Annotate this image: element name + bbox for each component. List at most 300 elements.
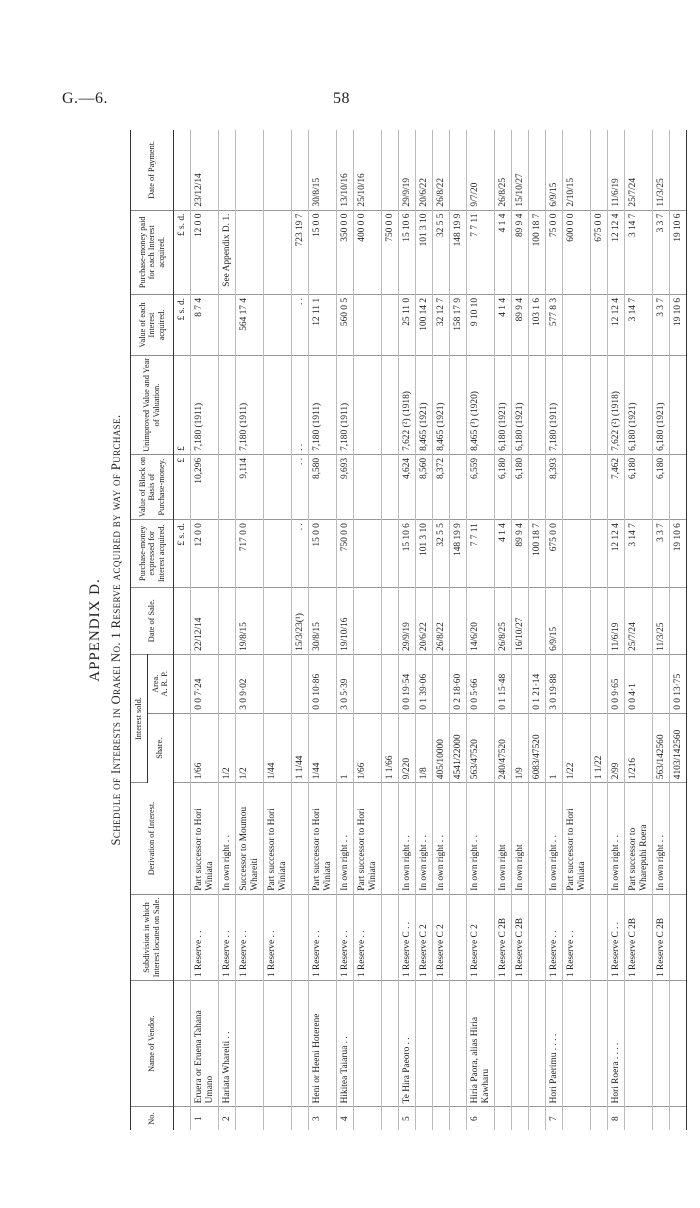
vendor-name-cell xyxy=(381,981,398,1107)
purchase-money-paid-cell: 3 14 7 xyxy=(624,210,652,294)
row-number-cell xyxy=(235,1107,263,1130)
unimproved-value-cell: 7,180 (1911) xyxy=(190,356,218,455)
date-of-payment-cell: 9/7/20 xyxy=(466,130,494,210)
area-cell: 0 1 39·06 xyxy=(415,654,432,713)
value-each-interest-cell: 12 11 1 xyxy=(308,294,336,355)
date-of-sale-cell xyxy=(381,587,398,654)
date-of-sale-cell: 19/10/16 xyxy=(336,587,353,654)
vendor-name-cell xyxy=(449,981,466,1107)
table-row xyxy=(218,130,235,1130)
value-of-block-cell: 4,624 xyxy=(398,454,415,519)
share-cell: 1/44 xyxy=(263,713,291,782)
unimproved-value-cell: 8,465 (1921) xyxy=(432,356,449,455)
date-of-sale-cell: 29/9/19 xyxy=(398,587,415,654)
row-number-cell xyxy=(528,1107,545,1130)
row-number-cell: 2 xyxy=(218,1107,235,1130)
col-header-vendor: Name of Vendor. xyxy=(131,981,174,1107)
value-each-interest-cell: 89 9 4 xyxy=(511,294,528,355)
purchase-money-expressed-cell xyxy=(562,520,590,587)
value-of-block-cell xyxy=(528,454,545,519)
unimproved-value-cell: 7,180 (1911) xyxy=(545,356,562,455)
unimproved-value-cell: 8,465 (1921) xyxy=(415,356,432,455)
date-of-payment-cell xyxy=(449,130,466,210)
derivation-cell xyxy=(528,783,545,895)
table-row xyxy=(624,130,652,1130)
date-of-payment-cell xyxy=(235,130,263,210)
derivation-cell: Part successor to Hori Winiata xyxy=(190,783,218,895)
purchase-money-paid-cell: 15 10 6 xyxy=(398,210,415,294)
date-of-sale-cell xyxy=(218,587,235,654)
value-each-interest-cell: £ s. d. xyxy=(173,294,190,355)
share-cell: 1/2 xyxy=(218,713,235,782)
area-cell: 0 0 7·24 xyxy=(190,654,218,713)
purchase-money-paid-cell: 89 9 4 xyxy=(511,210,528,294)
value-of-block-cell xyxy=(562,454,590,519)
value-of-block-cell xyxy=(669,454,686,519)
unimproved-value-cell: 7,180 (1911) xyxy=(235,356,263,455)
derivation-cell: Part successor to Wharepuhi Roera xyxy=(624,783,652,895)
purchase-money-paid-cell: See Appendix D. 1. xyxy=(218,210,235,294)
purchase-money-paid-cell: 19 10 6 xyxy=(669,210,686,294)
area-header-label: Area. xyxy=(150,674,160,693)
share-cell: 1/66 xyxy=(190,713,218,782)
derivation-cell xyxy=(669,783,686,895)
row-number-cell: 3 xyxy=(308,1107,336,1130)
date-of-sale-cell: 25/7/24 xyxy=(624,587,652,654)
purchase-money-paid-cell: 101 3 10 xyxy=(415,210,432,294)
date-of-sale-cell xyxy=(449,587,466,654)
share-cell: 6083/47520 xyxy=(528,713,545,782)
vendor-name-cell xyxy=(590,981,607,1107)
derivation-cell: Part successor to Hori Winiata xyxy=(562,783,590,895)
value-each-interest-cell: 32 12 7 xyxy=(432,294,449,355)
vendor-name-cell: Eruera or Eruena Tahana Umano xyxy=(190,981,218,1107)
table-row xyxy=(263,130,291,1130)
row-number-cell xyxy=(449,1107,466,1130)
value-each-interest-cell: 8 7 4 xyxy=(190,294,218,355)
derivation-cell: In own right . . xyxy=(607,783,624,895)
area-cell xyxy=(590,654,607,713)
date-of-sale-cell: 26/8/22 xyxy=(432,587,449,654)
value-each-interest-cell xyxy=(353,294,381,355)
value-each-interest-cell xyxy=(218,294,235,355)
purchase-money-paid-cell: £ s. d. xyxy=(173,210,190,294)
table-row xyxy=(336,130,353,1130)
area-cell: 3 0 9·02 xyxy=(235,654,263,713)
derivation-cell: Successor to Moumou Whareiti xyxy=(235,783,263,895)
purchase-money-expressed-cell: . . xyxy=(291,520,308,587)
area-cell: 0 0 10·86 xyxy=(308,654,336,713)
value-of-block-cell: 6,180 xyxy=(494,454,511,519)
col-header-no: No. xyxy=(131,1107,174,1130)
area-cell: 0 1 21·14 xyxy=(528,654,545,713)
share-cell: 1 1/44 xyxy=(291,713,308,782)
row-number-cell xyxy=(624,1107,652,1130)
derivation-cell: In own right . . xyxy=(415,783,432,895)
date-of-sale-cell xyxy=(669,587,686,654)
purchase-money-expressed-cell: 12 12 4 xyxy=(607,520,624,587)
area-cell xyxy=(263,654,291,713)
share-cell: 2/99 xyxy=(607,713,624,782)
area-cell xyxy=(432,654,449,713)
row-number-cell xyxy=(353,1107,381,1130)
vendor-name-cell xyxy=(669,981,686,1107)
date-of-sale-cell xyxy=(590,587,607,654)
area-cell: 0 0 13·75 xyxy=(669,654,686,713)
area-cell xyxy=(173,654,190,713)
value-each-interest-cell: 3 3 7 xyxy=(652,294,669,355)
purchase-money-paid-cell: 400 0 0 xyxy=(353,210,381,294)
subdivision-cell: 1 Reserve C 2B xyxy=(652,894,669,980)
value-of-block-cell: 10,296 xyxy=(190,454,218,519)
table-row xyxy=(381,130,398,1130)
value-of-block-cell: 7,462 xyxy=(607,454,624,519)
subdivision-cell xyxy=(449,894,466,980)
vendor-name-cell: Hori Paerimu . . . . xyxy=(545,981,562,1107)
subdivision-cell: 1 Reserve C 2B xyxy=(494,894,511,980)
area-cell xyxy=(381,654,398,713)
share-cell: 1 xyxy=(545,713,562,782)
area-cell xyxy=(353,654,381,713)
derivation-cell xyxy=(173,783,190,895)
schedule-body xyxy=(173,130,686,1130)
vendor-name-cell xyxy=(235,981,263,1107)
date-of-sale-cell xyxy=(173,587,190,654)
row-number-cell xyxy=(415,1107,432,1130)
vendor-name-cell xyxy=(173,981,190,1107)
date-of-sale-cell xyxy=(562,587,590,654)
area-cell: 0 2 18·60 xyxy=(449,654,466,713)
row-number-cell: 8 xyxy=(607,1107,624,1130)
row-number-cell xyxy=(511,1107,528,1130)
row-number-cell: 1 xyxy=(190,1107,218,1130)
purchase-money-expressed-cell: 7 7 11 xyxy=(466,520,494,587)
vendor-name-cell: Te Hira Paeoro . . xyxy=(398,981,415,1107)
share-cell: 1/9 xyxy=(511,713,528,782)
derivation-cell: Part successor to Hori Winiata xyxy=(263,783,291,895)
page-code: G.—6. xyxy=(62,90,109,107)
row-number-cell xyxy=(432,1107,449,1130)
date-of-sale-cell: 20/6/22 xyxy=(415,587,432,654)
col-header-date-of-payment: Date of Payment. xyxy=(131,130,174,210)
unimproved-value-cell: 6,180 (1921) xyxy=(494,356,511,455)
area-cell xyxy=(562,654,590,713)
date-of-sale-cell xyxy=(528,587,545,654)
value-of-block-cell xyxy=(218,454,235,519)
derivation-cell: In own right . . xyxy=(466,783,494,895)
date-of-payment-cell xyxy=(173,130,190,210)
vendor-name-cell: Heni or Heeni Hoterene xyxy=(308,981,336,1107)
area-cell: 3 0 5·39 xyxy=(336,654,353,713)
vendor-name-cell xyxy=(494,981,511,1107)
area-cell: 0 0 4·1 xyxy=(624,654,652,713)
vendor-name-cell: Hori Roera . . . . xyxy=(607,981,624,1107)
purchase-money-paid-cell: 32 5 5 xyxy=(432,210,449,294)
row-number-cell xyxy=(562,1107,590,1130)
table-row xyxy=(190,130,218,1130)
purchase-money-expressed-cell xyxy=(353,520,381,587)
unimproved-value-cell: £ xyxy=(173,356,190,455)
table-row xyxy=(235,130,263,1130)
derivation-cell xyxy=(449,783,466,895)
unimproved-value-cell xyxy=(381,356,398,455)
row-number-cell xyxy=(291,1107,308,1130)
subdivision-cell xyxy=(173,894,190,980)
unimproved-value-cell xyxy=(669,356,686,455)
area-cell: 3 0 19·88 xyxy=(545,654,562,713)
area-cell xyxy=(218,654,235,713)
area-cell xyxy=(291,654,308,713)
subdivision-cell: 1 Reserve . . xyxy=(562,894,590,980)
derivation-cell: In own right . . xyxy=(336,783,353,895)
date-of-sale-cell: 14/6/20 xyxy=(466,587,494,654)
area-cell: 0 0 9·65 xyxy=(607,654,624,713)
table-row xyxy=(652,130,669,1130)
col-header-value-of-block: Value of Block on Basis of Purchase-money. xyxy=(131,454,174,519)
vendor-name-cell xyxy=(511,981,528,1107)
value-of-block-cell xyxy=(353,454,381,519)
date-of-payment-cell: 13/10/16 xyxy=(336,130,353,210)
date-of-sale-cell xyxy=(353,587,381,654)
vendor-name-cell xyxy=(263,981,291,1107)
value-of-block-cell: 8,560 xyxy=(415,454,432,519)
subdivision-cell: 1 Reserve C 2 xyxy=(466,894,494,980)
unimproved-value-cell xyxy=(353,356,381,455)
schedule-table xyxy=(130,130,687,1130)
value-each-interest-cell xyxy=(381,294,398,355)
subdivision-cell xyxy=(291,894,308,980)
unimproved-value-cell: . . xyxy=(291,356,308,455)
unimproved-value-cell: 7,622 (²) (1918) xyxy=(607,356,624,455)
date-of-sale-cell: 16/10/27 xyxy=(511,587,528,654)
subdivision-cell: 1 Reserve . . xyxy=(190,894,218,980)
value-each-interest-cell: 3 14 7 xyxy=(624,294,652,355)
date-of-payment-cell: 20/6/22 xyxy=(415,130,432,210)
value-each-interest-cell: 103 1 6 xyxy=(528,294,545,355)
appendix-title: APPENDIX D. xyxy=(87,578,103,682)
share-cell: 1/22 xyxy=(562,713,590,782)
value-of-block-cell: £ xyxy=(173,454,190,519)
col-header-area xyxy=(147,654,173,713)
subdivision-cell: 1 Reserve . . xyxy=(218,894,235,980)
table-row xyxy=(562,130,590,1130)
subdivision-cell: 1 Reserve . . xyxy=(263,894,291,980)
purchase-money-expressed-cell: 717 0 0 xyxy=(235,520,263,587)
subdivision-cell: 1 Reserve . . xyxy=(353,894,381,980)
vendor-name-cell: Hikitea Taiarua . . xyxy=(336,981,353,1107)
vendor-name-cell xyxy=(291,981,308,1107)
row-number-cell xyxy=(652,1107,669,1130)
value-of-block-cell: 8,393 xyxy=(545,454,562,519)
date-of-payment-cell: 29/9/19 xyxy=(398,130,415,210)
share-cell: 405/10000 xyxy=(432,713,449,782)
subdivision-cell: 1 Reserve . . xyxy=(545,894,562,980)
date-of-payment-cell: 25/10/16 xyxy=(353,130,381,210)
purchase-money-expressed-cell: 4 1 4 xyxy=(494,520,511,587)
value-of-block-cell xyxy=(449,454,466,519)
vendor-name-cell: Hiria Paora, alias Hiria Kawharu xyxy=(466,981,494,1107)
purchase-money-paid-cell: 12 12 4 xyxy=(607,210,624,294)
table-row xyxy=(466,130,494,1130)
value-of-block-cell xyxy=(263,454,291,519)
table-row xyxy=(511,130,528,1130)
subdivision-cell xyxy=(528,894,545,980)
derivation-cell: In own right . . xyxy=(652,783,669,895)
share-cell xyxy=(173,713,190,782)
unimproved-value-cell: 6,180 (1921) xyxy=(652,356,669,455)
purchase-money-expressed-cell: 15 0 0 xyxy=(308,520,336,587)
table-row xyxy=(308,130,336,1130)
value-of-block-cell xyxy=(590,454,607,519)
subdivision-cell xyxy=(590,894,607,980)
purchase-money-paid-cell: 3 3 7 xyxy=(652,210,669,294)
value-of-block-cell xyxy=(381,454,398,519)
purchase-money-paid-cell: 7 7 11 xyxy=(466,210,494,294)
date-of-payment-cell: 26/8/25 xyxy=(494,130,511,210)
value-of-block-cell: 9,114 xyxy=(235,454,263,519)
share-cell: 1/2 xyxy=(235,713,263,782)
row-number-cell: 7 xyxy=(545,1107,562,1130)
subdivision-cell xyxy=(669,894,686,980)
value-each-interest-cell: 25 11 0 xyxy=(398,294,415,355)
derivation-cell xyxy=(291,783,308,895)
row-number-cell: 5 xyxy=(398,1107,415,1130)
unimproved-value-cell xyxy=(218,356,235,455)
purchase-money-paid-cell: 148 19 9 xyxy=(449,210,466,294)
purchase-money-expressed-cell: 101 3 10 xyxy=(415,520,432,587)
share-cell: 1/44 xyxy=(308,713,336,782)
table-row xyxy=(669,130,686,1130)
row-number-cell xyxy=(590,1107,607,1130)
date-of-payment-cell: 15/10/27 xyxy=(511,130,528,210)
share-cell: 563/142560 xyxy=(652,713,669,782)
unimproved-value-cell: 8,465 (³) (1920) xyxy=(466,356,494,455)
subdivision-cell xyxy=(381,894,398,980)
row-number-cell xyxy=(494,1107,511,1130)
purchase-money-expressed-cell: £ s. d. xyxy=(173,520,190,587)
derivation-cell: Part successor to Hori Winiata xyxy=(308,783,336,895)
share-cell: 4541/22000 xyxy=(449,713,466,782)
date-of-payment-cell: 30/8/15 xyxy=(308,130,336,210)
value-each-interest-cell: 577 8 3 xyxy=(545,294,562,355)
table-row xyxy=(173,130,190,1130)
value-of-block-cell: 6,559 xyxy=(466,454,494,519)
derivation-cell: In own right . . xyxy=(218,783,235,895)
share-cell: 563/47520 xyxy=(466,713,494,782)
unimproved-value-cell: 7,622 (²) (1918) xyxy=(398,356,415,455)
row-number-cell xyxy=(381,1107,398,1130)
purchase-money-paid-cell: 4 1 4 xyxy=(494,210,511,294)
subdivision-cell: 1 Reserve C . . xyxy=(398,894,415,980)
purchase-money-expressed-cell: 15 10 6 xyxy=(398,520,415,587)
value-each-interest-cell xyxy=(562,294,590,355)
purchase-money-paid-cell: 75 0 0 xyxy=(545,210,562,294)
area-cell xyxy=(652,654,669,713)
share-cell: 1/216 xyxy=(624,713,652,782)
share-cell: 240/47520 xyxy=(494,713,511,782)
table-row xyxy=(398,130,415,1130)
unimproved-value-cell xyxy=(449,356,466,455)
purchase-money-expressed-cell xyxy=(381,520,398,587)
unimproved-value-cell: 6,180 (1921) xyxy=(624,356,652,455)
date-of-payment-cell xyxy=(528,130,545,210)
value-each-interest-cell: 564 17 4 xyxy=(235,294,263,355)
purchase-money-expressed-cell: 750 0 0 xyxy=(336,520,353,587)
area-units-label: A. R. P. xyxy=(160,671,169,697)
purchase-money-expressed-cell xyxy=(218,520,235,587)
subdivision-cell: 1 Reserve . . xyxy=(336,894,353,980)
date-of-payment-cell xyxy=(291,130,308,210)
col-header-date-of-sale: Date of Sale. xyxy=(131,587,174,654)
vendor-name-cell xyxy=(415,981,432,1107)
derivation-cell xyxy=(381,783,398,895)
table-row xyxy=(590,130,607,1130)
date-of-payment-cell: 2/10/15 xyxy=(562,130,590,210)
purchase-money-expressed-cell: 12 0 0 xyxy=(190,520,218,587)
table-row xyxy=(353,130,381,1130)
purchase-money-expressed-cell: 19 10 6 xyxy=(669,520,686,587)
purchase-money-expressed-cell: 32 5 5 xyxy=(432,520,449,587)
purchase-money-paid-cell xyxy=(235,210,263,294)
derivation-cell: In own right xyxy=(494,783,511,895)
date-of-payment-cell xyxy=(218,130,235,210)
area-cell: 0 0 19·54 xyxy=(398,654,415,713)
table-row xyxy=(291,130,308,1130)
subdivision-cell: 1 Reserve C . . xyxy=(607,894,624,980)
subdivision-cell: 1 Reserve C 2B xyxy=(624,894,652,980)
unimproved-value-cell xyxy=(562,356,590,455)
date-of-sale-cell: 19/8/15 xyxy=(235,587,263,654)
date-of-payment-cell xyxy=(590,130,607,210)
row-number-cell: 4 xyxy=(336,1107,353,1130)
date-of-payment-cell: 6/9/15 xyxy=(545,130,562,210)
purchase-money-expressed-cell: 100 18 7 xyxy=(528,520,545,587)
purchase-money-paid-cell: 675 0 0 xyxy=(590,210,607,294)
vendor-name-cell xyxy=(528,981,545,1107)
col-header-unimproved-value: Unimproved Value and Year of Valuation. xyxy=(131,356,174,455)
value-each-interest-cell: 4 1 4 xyxy=(494,294,511,355)
date-of-payment-cell: 23/12/14 xyxy=(190,130,218,210)
date-of-sale-cell xyxy=(263,587,291,654)
date-of-payment-cell: 26/8/22 xyxy=(432,130,449,210)
purchase-money-paid-cell xyxy=(263,210,291,294)
value-each-interest-cell: 9 10 10 xyxy=(466,294,494,355)
date-of-sale-cell: 11/6/19 xyxy=(607,587,624,654)
table-row xyxy=(545,130,562,1130)
derivation-cell: In own right . . xyxy=(432,783,449,895)
purchase-money-expressed-cell: 3 14 7 xyxy=(624,520,652,587)
unimproved-value-cell: 6,180 (1921) xyxy=(511,356,528,455)
derivation-cell: In own right xyxy=(511,783,528,895)
purchase-money-paid-cell: 100 18 7 xyxy=(528,210,545,294)
share-cell: 4103/142560 xyxy=(669,713,686,782)
date-of-sale-cell: 26/8/25 xyxy=(494,587,511,654)
value-each-interest-cell: . . xyxy=(291,294,308,355)
unimproved-value-cell: 7,180 (1911) xyxy=(336,356,353,455)
value-of-block-cell: . . xyxy=(291,454,308,519)
row-number-cell: 6 xyxy=(466,1107,494,1130)
purchase-money-paid-cell: 723 19 7 xyxy=(291,210,308,294)
vendor-name-cell: Hariata Whareiti . . xyxy=(218,981,235,1107)
date-of-sale-cell: 22/12/14 xyxy=(190,587,218,654)
purchase-money-paid-cell: 350 0 0 xyxy=(336,210,353,294)
col-header-interest-sold: Interest sold. xyxy=(131,654,148,782)
purchase-money-expressed-cell: 3 3 7 xyxy=(652,520,669,587)
row-number-cell xyxy=(173,1107,190,1130)
subdivision-cell: 1 Reserve C 2 xyxy=(432,894,449,980)
value-each-interest-cell: 100 14 2 xyxy=(415,294,432,355)
date-of-sale-cell: 11/3/25 xyxy=(652,587,669,654)
